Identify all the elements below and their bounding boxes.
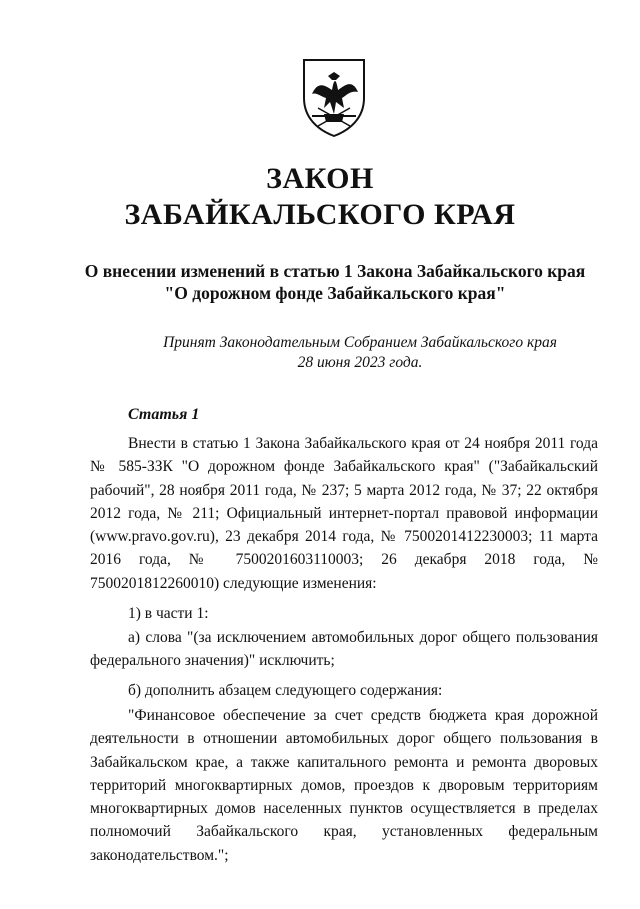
region-title: ЗАБАЙКАЛЬСКОГО КРАЯ xyxy=(124,198,516,231)
adoption-line-1: Принят Законодательным Собранием Забайкальского края xyxy=(163,334,557,351)
quoted-paragraph: "Финансовое обеспечение за счет средств бюджета края дорожной деятельности в отношении автомобильных дорог общего пользования в Забайкальском крае, а также капитального ремонта и ремонта дворовых территорий многоквартирных домов, проездов к дворовым территориям многоквартирных домов населенных пунктов осуществляется в пределах полномочий Забайкальского края, установленных федеральным законодательством."; xyxy=(90,707,598,864)
subtitle-line-2: "О дорожном фонде Забайкальского края" xyxy=(164,283,506,303)
law-title: ЗАКОН xyxy=(266,162,374,195)
coat-of-arms-icon xyxy=(298,56,370,138)
article-intro: Внести в статью 1 Закона Забайкальского края от 24 ноября 2011 года № 585-ЗЗК "О дорожном фонде Забайкальского края" ("Забайкальский рабочий", 28 ноября 2011 года, № 237; 5 марта 2012 года, № 37; 22 октября 2012 года, № 211; Официальный интернет-портал правовой информации (www.pravo.gov.ru), 23 декабря 2014 года, № 7500201412230003; 11 марта 2016 года, № 7500201603110003; 26 декабря 2018 года, № 7500201812260010) следующие изменения: xyxy=(90,435,598,592)
adoption-date: 28 июня 2023 года. xyxy=(297,354,423,371)
law-subtitle xyxy=(60,260,610,304)
item-1: 1) в части 1: xyxy=(128,605,209,622)
item-1b: б) дополнить абзацем следующего содержания: xyxy=(128,682,443,699)
item-1a: а) слова "(за исключением автомобильных дорог общего пользования федерального значения)" исключить; xyxy=(90,629,598,670)
adoption-note xyxy=(150,333,570,373)
article-heading: Статья 1 xyxy=(128,406,200,423)
subtitle-line-1: О внесении изменений в статью 1 Закона Забайкальского края xyxy=(84,261,586,281)
